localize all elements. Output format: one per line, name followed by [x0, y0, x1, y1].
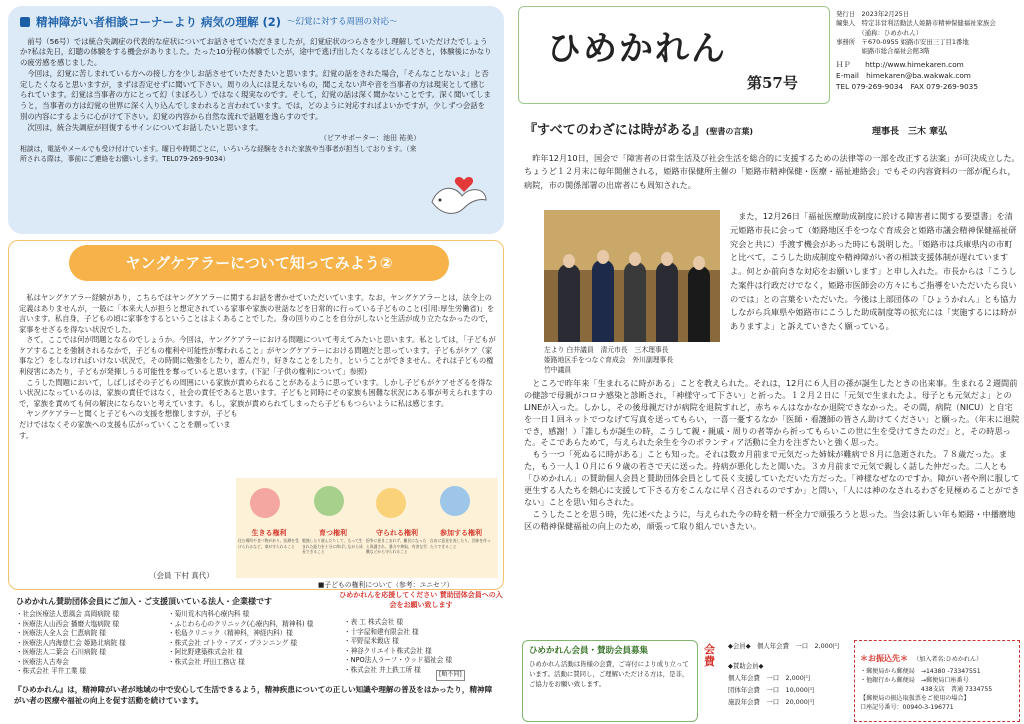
- article-paragraph: もう一つ「死ぬるに時がある」ことも知った。それは数カ月前まで元気だった姉妹が難病で８月に急逝された。７８歳だった。また，もう一人１０月に６９歳の若さで天に送った。持病が悪化したと聞いた。３カ月前まで元気で親しく話した仲だった。二人とも「ひめかれん」の賛助個人会員と賛助団体会員として長く支援していただいた方だった。「神様なぜなのですか。障がい者や刑に服して更生する人たちを熱心に支援して下さる方をこんなに早く召されるのですか」と問い，「人には神のなされるわざを見極めることができない」ことを思い知らされた。: [524, 449, 1020, 507]
- article-author: 理事長 三木 章弘: [872, 127, 948, 137]
- info-line: 事務所 〒670-0955 姫路市安田三丁目1番地: [836, 37, 969, 46]
- fee-line: ◆賛助会員◆: [728, 662, 764, 670]
- supporter-item: ・神谷クリエイト株式会社 様: [344, 646, 432, 655]
- info-line: 編集人 特定非営利活動法人姫路市精神保健福祉家族会: [836, 19, 996, 28]
- illness-paragraph: 次回は，統合失調症が回復するサインについてお話したいと思います。: [27, 122, 263, 132]
- order-note: [順不同]: [436, 670, 465, 681]
- article-paragraph: こうしたことを思う時，先に述べたように，与えられた今の時を精一杯全力で頑張ろうと思った。当会は新しい年も姫路・中播磨地区の精神保健福祉の向上のため，頑張って取り組んでいきたい。: [524, 508, 1016, 531]
- rights-caption: ■子どもの権利について（参考：ユニセフ）: [318, 581, 454, 589]
- transfer-note: （加入者名:ひめかれん）: [913, 656, 983, 663]
- right-text: 紛争に巻きこまれず，難民になったら保護され，暴力や搾取，有害な労働などから守られること: [366, 538, 427, 555]
- supporter-item: ・医療法人古寿会: [16, 657, 69, 666]
- transfer-line: ・他銀行から郵便局 →郵便局口座番号: [860, 677, 969, 685]
- bird-heart-illustration: [424, 172, 494, 228]
- supporters-heading: ひめかれん賛助団体会員にご加入・ご支援頂いている法人・企業様です: [16, 597, 272, 606]
- right-card: [302, 528, 364, 555]
- supporter-item: ・株式会社 ゴトウ・アズ・プランニング 様: [168, 638, 298, 647]
- info-web: [836, 60, 1018, 92]
- young-carer-body: [19, 293, 497, 441]
- article-paragraph: ところで昨年来「生まれるに時がある」ことを教えられた。それは，12月に６人目の孫が誕生したときの出来事。生まれる２週間前の健診で母親がコロナ感染と診断され，「神様守って下さい」と祈った。１２月２日に「元気で生まれたよ。母子とも元気だよ」とのLINEが入った。しかし，その後母親だけが病院を退院すれど，赤ちゃんはなかなか退院できなかった。その間，病院（NICU）と自宅を一日１回ネットでつなげて写真を送ってもらい，一喜一憂するなか「医師・看護師の皆さん助けてください」と願った。（年末に退院でき，感謝！）「誰しもが誕生の時，こうして親・親戚・周りの者等から祈ってもらいこの世に生を受けてきたのだ」と，その時思った。そこであらためて，与えられた余生を今のボランティア活動に全力を注ぎたいと強く思った。: [524, 378, 1020, 448]
- article-title-row: [524, 122, 753, 141]
- membership-body: ひめかれん活動は皆様の会費，ご寄付により成り立っています。活動に賛同し，ご理解いただける方は，是非，ご協力をお願い致します。: [529, 660, 689, 688]
- photo-person: [624, 262, 646, 342]
- recruit-line: ひめかれんを応援してください 賛助団体会員への入会をお願い致します: [339, 591, 503, 610]
- fee-line: 団体年会費 一口 10,000円: [728, 686, 815, 694]
- carer-paragraph: さて，ここでは何が問題となるのでしょうか。今回は，ヤングケアラーにおける問題について考えてみたいと思います。私としては，「子どもがケアすることを強制されるなかで，子どもの権利や可能性が奪われること」がヤングケアラーにおける問題だと思っています。子どもがケア（家事など）をしなければいけない状況で，その時間に勉強をしたり，遊んだり，好きなことをしたり，ということができません。それは子どもの権利侵害にあたり，子どもが発揮しうる可能性を奪っていると思います。(下記「子供の権利について」参照): [19, 335, 496, 377]
- illness-title: 精神障がい者相談コーナーより 病気の理解 (2): [36, 15, 282, 29]
- newsletter-logo: ひめかれん: [547, 29, 727, 69]
- supporters-recruit: [338, 590, 504, 610]
- phone-fax: TEL 079-269-9034 FAX 079-269-9035: [836, 81, 978, 91]
- publication-info: [836, 10, 1018, 92]
- fee-label: 会費: [704, 643, 715, 669]
- photo-person: [688, 266, 710, 342]
- right-title: 守られる権利: [376, 529, 418, 537]
- right-card: [238, 528, 300, 549]
- illness-signature: （ピアサポーター：池田 祐美）: [320, 134, 421, 143]
- supporter-item: ・松島クリニック（精神科，神経内科）様: [168, 629, 293, 638]
- supporter-item: ・医療法人二葉会 石川病院 様: [16, 648, 106, 657]
- fees-box: [704, 640, 850, 722]
- photo-person-head: [693, 256, 705, 270]
- child-illustration: [376, 488, 406, 518]
- supporter-item: ・株式会社 平井工業 様: [16, 667, 87, 676]
- illness-paragraph: 今回は，幻覚に苦しまれている方への接し方を少しお話させていただきたいと思います。幻覚の話をされた場合，「そんなことないよ」と否定したくなると思いますが，まずは否定せずに聞いて下さい。周りの人には見えないもの，聞こえない声や音を当事者の方は現実として感じられています。幻覚は当事者の方にとって幻（まぼろし）ではなく現実なのです。そして，幻覚の話は深く聞かないことです。深く聞いてしまうと，当事者の方は幻覚の世界に深く入り込んでしまわれると言われています。では，どのように対応すればよいかですが，少しずつ会話を別の内容にするように心がけて下さい。幻覚の内容から自然な流れで話題を逸らすのです。: [20, 68, 491, 121]
- illness-body: [20, 37, 492, 165]
- issue-number: 第57号: [747, 74, 798, 92]
- supporter-item: ・表 工 株式会社 様: [344, 618, 404, 626]
- supporter-item: ・ふじわら心のクリニック(心療内科，精神科) 様: [168, 619, 314, 628]
- article-continued: [524, 378, 1020, 533]
- transfer-line: ・郵便局から郵便局 →14380 -73347551: [860, 668, 981, 676]
- info-line: 姫路市総合福祉会館3階: [836, 47, 930, 56]
- membership-heading: ひめかれん会員・賛助会員募集: [529, 646, 649, 656]
- child-rights-illustration: [236, 478, 498, 578]
- transfer-line: 438支店 普通 7334755: [860, 686, 993, 694]
- fee-line: 施設年会費 一口 20,000円: [728, 698, 815, 706]
- supporter-item: ・医療法人全人会 仁恵病院 様: [16, 629, 106, 638]
- supporter-item: ・十字屋和建有限会社 様: [344, 627, 419, 636]
- fee-line: 個人年会費 一口 2,000円: [728, 674, 811, 682]
- supporter-item: ・株式会社 坪田工務店 様: [168, 657, 245, 666]
- carer-author: （会員 下村 真代）: [149, 571, 214, 580]
- illness-subtitle: ～幻覚に対する周囲の対応～: [287, 17, 398, 28]
- child-illustration: [250, 488, 280, 518]
- carer-paragraph: 私はヤングケアラー経験があり，こちらではヤングケアラーに関するお話を書かせていただいています。なお，ヤングケアラーとは，法令上の定義はありませんが，一般に「本来大人が担うと想定されている家事や家族の世話などを日常的に行っている子どものこと(引用:厚生労働省)」を言います。私自身，子どもの頃に家事をするということはよくあることでした。身の回りのことを自分がしないと生活が成り立たなかったので，家事をせざるを得ない状況でした。: [19, 293, 495, 334]
- info-line: （通称：ひめかれん）: [836, 28, 923, 37]
- supporter-item: ・株式会社 井上鉄工所 様: [344, 665, 421, 674]
- masthead: [518, 6, 830, 104]
- young-carer-banner: ヤングケアラーについて知ってみよう②: [69, 245, 449, 281]
- fee-line: ◆会員◆ 個人年会費 一口 2,000円: [728, 642, 840, 650]
- supporters-section: [8, 591, 504, 680]
- supporter-item: ・社会医療法人恵風会 高岡病院 様: [16, 610, 120, 618]
- carer-paragraph: こうした問題において，しばしばその子どもの周囲にいる家族が責められることがあるように思っています。しかし子どもがケアせざるを得ない状況になっているのは，家族の責任ではなく，社会の責任であると思います。子どもと同時にその家族も困難な状況にある事が考えられますので，家族を責めても何の解決にならないと考えています。もし，家族が責められてしまったら子どももつらいように私は感じます。: [19, 377, 493, 408]
- photo-person-head: [661, 252, 673, 266]
- child-illustration: [440, 486, 470, 516]
- child-illustration: [314, 486, 344, 516]
- transfer-line: 【郵便局の振込取扱票をご使用の場合】: [860, 695, 970, 703]
- photo-person-head: [597, 250, 609, 264]
- right-title: 生きる権利: [251, 529, 287, 537]
- supporters-column-2: [168, 610, 313, 667]
- right-title: 育つ権利: [319, 529, 347, 537]
- supporter-item: ・阿比野建築株式会社 様: [168, 648, 243, 657]
- transfer-line: 口座記号番号：00940-3-196771: [860, 704, 954, 712]
- caption-line: 竹中議員: [544, 365, 572, 374]
- footer-mission: 『ひめかれん』は，精神障がい者が地域の中で安心して生活できるよう，精神疾患についての正しい知識や理解の普及をはかったり，精神障がい者の医療や福祉の向上を促す活動を続けています。: [14, 685, 493, 706]
- right-text: 自由に意見を表したり，団体を作ったりできること: [430, 538, 491, 549]
- caption-line: 左より 白井議員 清元市長 三木理事長: [544, 346, 669, 354]
- supporter-item: ・菊川荒木内科心療内科 様: [168, 610, 250, 618]
- supporter-item: ・平野屋米穀店 様: [344, 637, 399, 646]
- right-text: 住む場所や食べ物があり，医療を受けられるなど，命が守られること: [238, 538, 299, 549]
- info-line: 発行日 2023年2月25日: [836, 10, 910, 18]
- illness-paragraph: 前号（56号）では統合失調症の代表的な症状についてお話させていただきましたが，幻覚症状のつらさを少し理解していただけたでしょうか?私は先日，幻聴の体験をする機会がありました。たった10分程の体験でしたが，途中で逃げ出したくなるほどしんどさと，体験後にかなりの疲労感を感じました。: [20, 36, 492, 68]
- homepage-link[interactable]: ＨＰ http://www.himekaren.com: [836, 60, 964, 70]
- photo-person-head: [629, 252, 641, 266]
- right-card: [366, 528, 428, 555]
- supporters-column-1: [16, 610, 126, 677]
- article-title: 『すべてのわざには時がある』: [524, 123, 706, 138]
- supporter-item: ・NPO法人ラーフ・ウッド福祉会 様: [344, 656, 453, 665]
- photo-caption: [544, 346, 720, 376]
- right-card: [430, 528, 492, 549]
- article-paragraph: 昨年12月10日，国会で「障害者の日常生活及び社会生活を総合的に支援するための法律等の一部を改正する法案」が可決成立した。ちょうど１２月末に毎年開催される，姫路市保健所主催の「姫路市精神保健・医療・福祉連絡会」でもその内容資料の一部が配られ，病院，市の関係部署の出席者にも周知された。: [524, 153, 1020, 190]
- membership-box: [522, 640, 698, 722]
- supporters-column-3: [344, 618, 452, 675]
- group-photo: [544, 210, 720, 342]
- transfer-box: [854, 640, 1020, 722]
- transfer-heading: ＊お振込先＊: [860, 654, 908, 663]
- article-paragraph: また，12月26日「福祉医療助成制度に於ける障害者に関する要望書」を清元姫路市長に会って（姫路地区手をつなぐ育成会と姫路市議会精神保健福祉研究会と共に）手渡す機会があった時にも説明した。「姫路市は兵庫県内の市町と比べて，こうした助成制度や精神障がい者の相談支援体制が遅れていますよ。何とか前向きな対応をお願いします」と申し入れた。市長からは「こうした案件は行政だけでなく，姫路市医師会の方々にもご指導をいただいたら良いのでは」との言葉をいただいた。今後は上部団体の「ひょうかれん」とも協力しながら兵庫県や姫路市にこうした助成制度等の拡充には「実施するには時がありますよ」と訴えていきたく願っている。: [730, 211, 1017, 332]
- supporter-item: ・医療法人内海慈仁会 姫路北病院 様: [16, 638, 126, 647]
- transfer-heading-row: [860, 644, 1014, 667]
- email-link[interactable]: E-mail himekaren@ba.wakwak.com: [836, 70, 971, 80]
- photo-person-head: [563, 254, 575, 268]
- illness-contact: 相談は，電話やメールでも受け付けています。曜日や時間ごとに，いろいろな経験をされた家族や当事者が担当しております。（来所される際は，事前にご連絡をお願いします。TEL079-269-9034）: [20, 145, 417, 164]
- photo-person: [558, 264, 580, 342]
- article-source: (聖書の言葉): [705, 127, 754, 136]
- supporter-item: ・医療法人山西会 播磨大塩病院 様: [16, 619, 120, 628]
- right-text: 勉強したり遊んだりして，もって生まれた能力を十分に伸ばしながら成長できること: [302, 538, 363, 555]
- carer-paragraph: ヤングケアラーと聞くと子どもへの支援を想像しますが，子どもだけではなくその家族への支援も広がっていくことを願っています。: [19, 409, 238, 440]
- photo-person: [592, 260, 614, 342]
- photo-person: [656, 262, 678, 342]
- right-title: 参加する権利: [440, 529, 482, 537]
- illness-title-row: [20, 14, 492, 31]
- caption-line: 姫路地区手をつなぐ育成会 外川副理事長: [544, 355, 674, 364]
- square-bullet-icon: [20, 17, 30, 27]
